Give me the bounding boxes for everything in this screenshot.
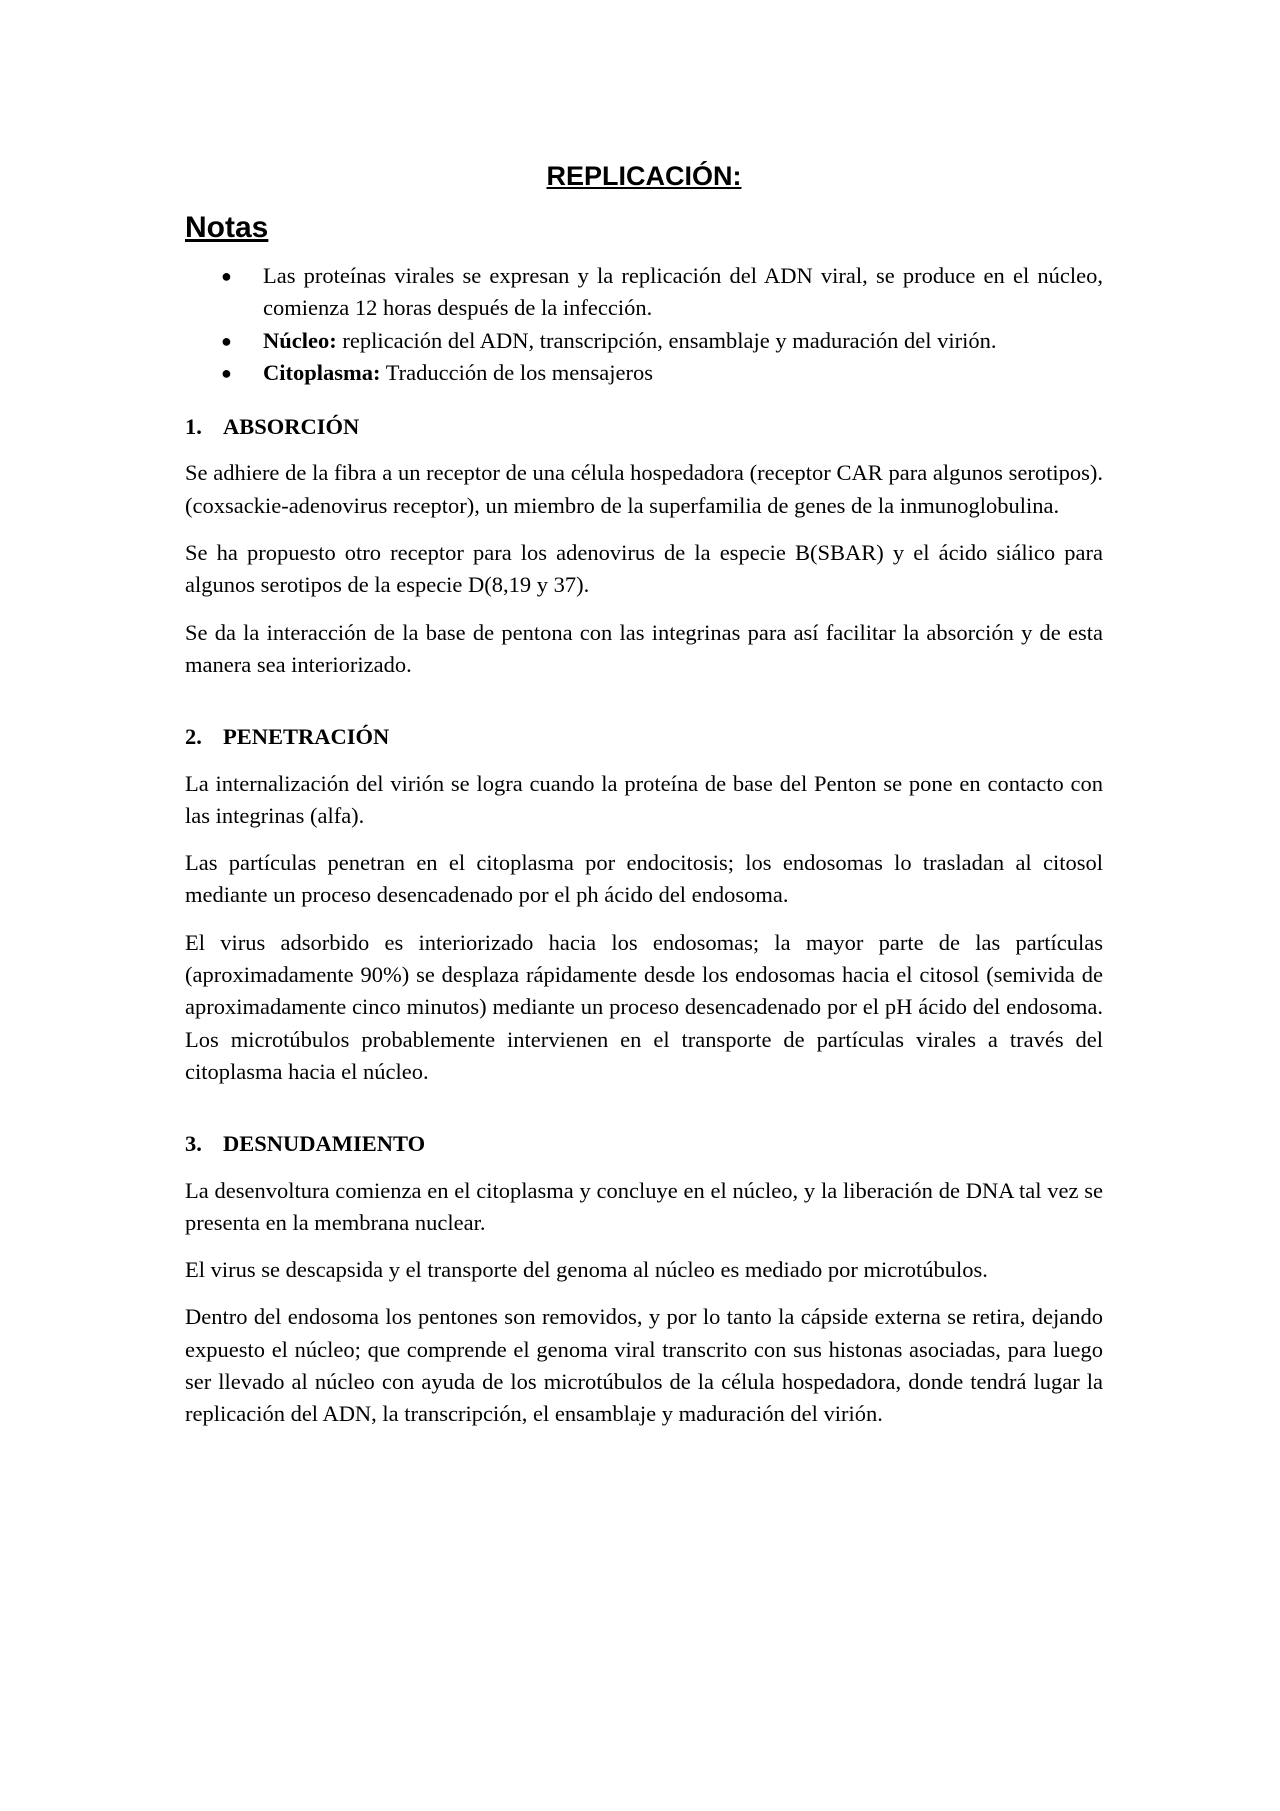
paragraph: La internalización del virión se logra cuando la proteína de base del Penton se pone en contacto con las integrinas (alfa). [185, 770, 1103, 828]
list-item [185, 357, 1103, 389]
bullet-icon: ● [221, 266, 232, 286]
section-heading [185, 1128, 1103, 1160]
notes-list [185, 260, 1103, 389]
paragraph: El virus adsorbido es interiorizado hacia los endosomas; la mayor parte de las partículas (aproximadamente 90%) se desplaza rápidamente desde los endosomas hacia el citosol (semivida de aproximadamente cinco minutos) mediante un proceso desencadenado por el pH ácido del endosoma. Los microtúbulos probablemente intervienen en el transporte de partículas virales a través del citoplasma hacia el núcleo. [185, 929, 1103, 1084]
section-absorcion [185, 411, 1103, 681]
paragraph: Se da la interacción de la base de pentona con las integrinas para así facilitar la absorción y de esta manera sea interiorizado. [185, 619, 1103, 677]
note-lead: Citoplasma: [263, 359, 381, 385]
section-title: ABSORCIÓN [223, 414, 360, 440]
paragraph: Dentro del endosoma los pentones son removidos, y por lo tanto la cápside externa se retira, dejando expuesto el núcleo; que comprende el genoma viral transcrito con sus histonas asociadas, para luego ser llevado al núcleo con ayuda de los microtúbulos de la célula hospedadora, donde tendrá lugar la replicación del ADN, la transcripción, el ensamblaje y maduración del virión. [185, 1304, 1103, 1427]
section-heading [185, 411, 1103, 443]
paragraph: Las partículas penetran en el citoplasma por endocitosis; los endosomas lo trasladan al citosol mediante un proceso desencadenado por el ph ácido del endosoma. [185, 850, 1103, 908]
note-text: Traducción de los mensajeros [380, 359, 653, 385]
document-page [185, 158, 1103, 1446]
bullet-icon: ● [221, 330, 232, 351]
section-number: 2. [185, 724, 202, 750]
section-number: 3. [185, 1131, 202, 1157]
list-item [185, 260, 1103, 325]
section-desnudamiento [185, 1128, 1103, 1430]
section-title: DESNUDAMIENTO [223, 1131, 426, 1157]
paragraph: El virus se descapsida y el transporte del genoma al núcleo es mediado por microtúbulos. [185, 1257, 988, 1283]
note-text: replicación del ADN, transcripción, ensamblaje y maduración del virión. [336, 327, 997, 353]
section-heading [185, 721, 1103, 753]
paragraph: La desenvoltura comienza en el citoplasma y concluye en el núcleo, y la liberación de DNA tal vez se presenta en la membrana nuclear. [185, 1177, 1103, 1235]
section-number: 1. [185, 414, 202, 440]
notes-heading: Notas [185, 211, 269, 244]
page-title: REPLICACIÓN: [546, 161, 742, 191]
paragraph: Se ha propuesto otro receptor para los adenovirus de la especie B(SBAR) y el ácido siálico para algunos serotipos de la especie D(8,19 y 37). [185, 540, 1103, 598]
list-item [185, 325, 1103, 357]
section-penetracion [185, 721, 1103, 1088]
note-lead: Núcleo: [263, 327, 337, 353]
section-title: PENETRACIÓN [223, 724, 390, 750]
paragraph: Se adhiere de la fibra a un receptor de una célula hospedadora (receptor CAR para algunos serotipos). (coxsackie-adenovirus receptor), un miembro de la superfamilia de genes de la inmunoglobulina. [185, 460, 1103, 518]
bullet-icon: ● [221, 362, 232, 383]
note-text: Las proteínas virales se expresan y la replicación del ADN viral, se produce en el núcleo, comienza 12 horas después de la infección. [263, 263, 1103, 321]
